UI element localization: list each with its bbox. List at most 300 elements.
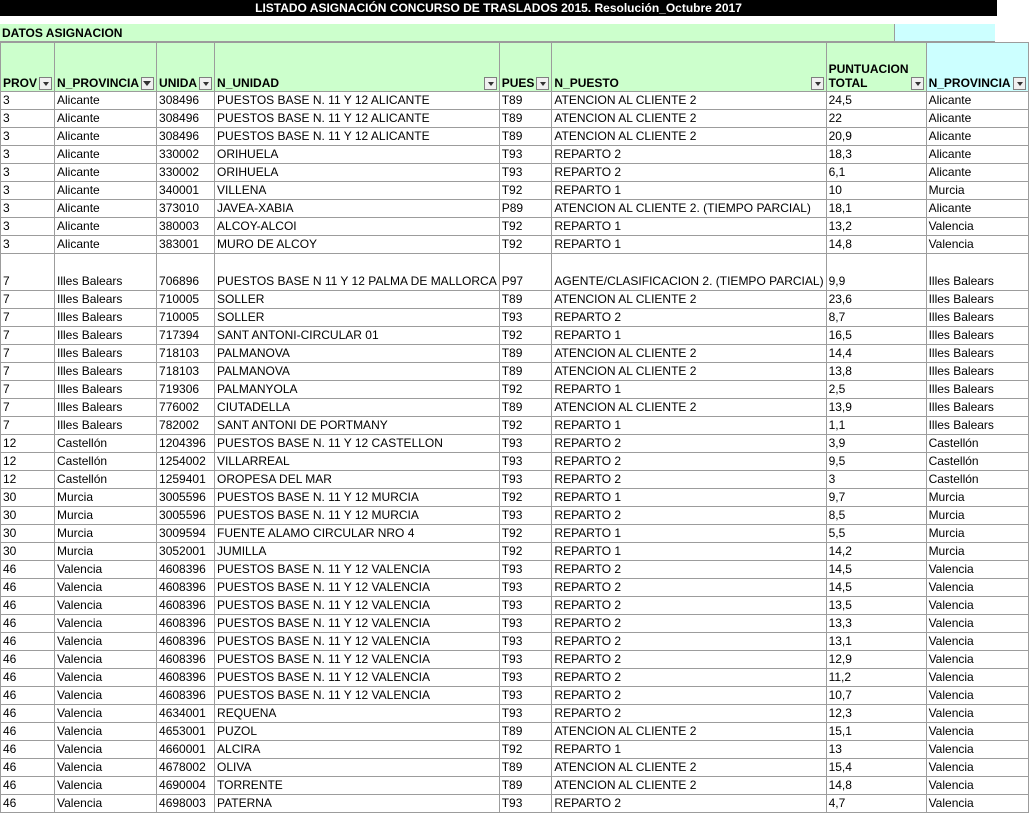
cell-n-unidad[interactable]: TORRENTE (215, 777, 500, 795)
cell-n-provincia-dest[interactable]: Illes Balears (926, 363, 1028, 381)
cell-n-unidad[interactable]: FUENTE ALAMO CIRCULAR NRO 4 (215, 525, 500, 543)
cell-n-provincia-dest[interactable]: Alicante (926, 164, 1028, 182)
cell-puntuacion[interactable]: 18,1 (826, 200, 926, 218)
cell-unidad[interactable]: 4608396 (157, 579, 215, 597)
cell-prov[interactable]: 46 (1, 795, 55, 813)
cell-n-puesto[interactable]: REPARTO 2 (552, 146, 826, 164)
cell-prov[interactable]: 46 (1, 597, 55, 615)
cell-unidad[interactable]: 782002 (157, 417, 215, 435)
cell-prov[interactable]: 46 (1, 669, 55, 687)
cell-unidad[interactable]: 4698003 (157, 795, 215, 813)
cell-puntuacion[interactable]: 13,5 (826, 597, 926, 615)
cell-prov[interactable]: 46 (1, 777, 55, 795)
cell-prov[interactable]: 3 (1, 110, 55, 128)
filter-active-icon[interactable] (141, 77, 154, 90)
cell-unidad[interactable]: 340001 (157, 182, 215, 200)
cell-unidad[interactable]: 4678002 (157, 759, 215, 777)
cell-puesto[interactable]: T89 (499, 345, 552, 363)
cell-puntuacion[interactable]: 14,5 (826, 579, 926, 597)
cell-puesto[interactable]: T93 (499, 507, 552, 525)
cell-n-puesto[interactable]: REPARTO 2 (552, 597, 826, 615)
cell-unidad[interactable]: 718103 (157, 345, 215, 363)
cell-puesto[interactable]: T92 (499, 182, 552, 200)
cell-n-unidad[interactable]: ALCIRA (215, 741, 500, 759)
cell-prov[interactable]: 3 (1, 182, 55, 200)
cell-unidad[interactable]: 717394 (157, 327, 215, 345)
cell-n-provincia-dest[interactable]: Valencia (926, 218, 1028, 236)
cell-n-unidad[interactable]: JAVEA-XABIA (215, 200, 500, 218)
cell-n-provincia[interactable]: Murcia (55, 543, 157, 561)
cell-prov[interactable]: 3 (1, 92, 55, 110)
cell-n-puesto[interactable]: REPARTO 2 (552, 687, 826, 705)
cell-prov[interactable]: 7 (1, 327, 55, 345)
cell-n-provincia-dest[interactable]: Valencia (926, 723, 1028, 741)
cell-puntuacion[interactable]: 9,9 (826, 254, 926, 291)
cell-n-provincia[interactable]: Illes Balears (55, 417, 157, 435)
cell-n-puesto[interactable]: ATENCION AL CLIENTE 2 (552, 92, 826, 110)
cell-n-provincia-dest[interactable]: Castellón (926, 453, 1028, 471)
cell-prov[interactable]: 46 (1, 723, 55, 741)
cell-puesto[interactable]: T92 (499, 417, 552, 435)
cell-n-unidad[interactable]: PUESTOS BASE N. 11 Y 12 VALENCIA (215, 633, 500, 651)
cell-n-provincia[interactable]: Illes Balears (55, 254, 157, 291)
cell-n-puesto[interactable]: REPARTO 2 (552, 561, 826, 579)
cell-puntuacion[interactable]: 1,1 (826, 417, 926, 435)
cell-puntuacion[interactable]: 13,9 (826, 399, 926, 417)
filter-dropdown-icon[interactable] (536, 77, 549, 90)
cell-puesto[interactable]: T92 (499, 236, 552, 254)
cell-unidad[interactable]: 706896 (157, 254, 215, 291)
cell-n-provincia-dest[interactable]: Murcia (926, 525, 1028, 543)
cell-puesto[interactable]: T89 (499, 399, 552, 417)
cell-n-puesto[interactable]: ATENCION AL CLIENTE 2 (552, 723, 826, 741)
cell-n-provincia[interactable]: Murcia (55, 507, 157, 525)
cell-n-puesto[interactable]: REPARTO 2 (552, 633, 826, 651)
cell-unidad[interactable]: 3052001 (157, 543, 215, 561)
cell-n-provincia-dest[interactable]: Illes Balears (926, 327, 1028, 345)
cell-n-provincia-dest[interactable]: Illes Balears (926, 345, 1028, 363)
cell-n-provincia[interactable]: Castellón (55, 435, 157, 453)
cell-n-unidad[interactable]: PUESTOS BASE N. 11 Y 12 ALICANTE (215, 128, 500, 146)
filter-dropdown-icon[interactable] (1013, 77, 1026, 90)
cell-unidad[interactable]: 4608396 (157, 687, 215, 705)
cell-puntuacion[interactable]: 9,7 (826, 489, 926, 507)
cell-prov[interactable]: 46 (1, 759, 55, 777)
cell-n-provincia[interactable]: Castellón (55, 453, 157, 471)
cell-n-puesto[interactable]: ATENCION AL CLIENTE 2 (552, 128, 826, 146)
cell-n-unidad[interactable]: SANT ANTONI-CIRCULAR 01 (215, 327, 500, 345)
cell-puntuacion[interactable]: 5,5 (826, 525, 926, 543)
cell-n-provincia-dest[interactable]: Valencia (926, 741, 1028, 759)
cell-prov[interactable]: 46 (1, 741, 55, 759)
cell-puntuacion[interactable]: 14,4 (826, 345, 926, 363)
cell-puesto[interactable]: T93 (499, 615, 552, 633)
cell-puesto[interactable]: T89 (499, 110, 552, 128)
cell-puesto[interactable]: T93 (499, 561, 552, 579)
cell-unidad[interactable]: 4690004 (157, 777, 215, 795)
cell-prov[interactable]: 46 (1, 615, 55, 633)
cell-unidad[interactable]: 3005596 (157, 507, 215, 525)
cell-n-unidad[interactable]: OLIVA (215, 759, 500, 777)
cell-n-puesto[interactable]: ATENCION AL CLIENTE 2 (552, 399, 826, 417)
cell-n-provincia-dest[interactable]: Valencia (926, 777, 1028, 795)
cell-puntuacion[interactable]: 6,1 (826, 164, 926, 182)
cell-puntuacion[interactable]: 3 (826, 471, 926, 489)
cell-puntuacion[interactable]: 3,9 (826, 435, 926, 453)
cell-n-puesto[interactable]: REPARTO 1 (552, 543, 826, 561)
cell-unidad[interactable]: 710005 (157, 309, 215, 327)
cell-puntuacion[interactable]: 15,4 (826, 759, 926, 777)
cell-n-unidad[interactable]: PUESTOS BASE N. 11 Y 12 VALENCIA (215, 669, 500, 687)
cell-puntuacion[interactable]: 8,7 (826, 309, 926, 327)
cell-unidad[interactable]: 1204396 (157, 435, 215, 453)
cell-puesto[interactable]: T93 (499, 597, 552, 615)
cell-unidad[interactable]: 4608396 (157, 615, 215, 633)
cell-n-provincia-dest[interactable]: Valencia (926, 561, 1028, 579)
cell-n-puesto[interactable]: REPARTO 2 (552, 705, 826, 723)
cell-n-provincia[interactable]: Valencia (55, 651, 157, 669)
cell-puntuacion[interactable]: 13,1 (826, 633, 926, 651)
cell-n-provincia[interactable]: Illes Balears (55, 381, 157, 399)
cell-unidad[interactable]: 4608396 (157, 651, 215, 669)
cell-n-unidad[interactable]: PUESTOS BASE N. 11 Y 12 MURCIA (215, 489, 500, 507)
cell-n-unidad[interactable]: PUESTOS BASE N. 11 Y 12 VALENCIA (215, 651, 500, 669)
cell-prov[interactable]: 3 (1, 146, 55, 164)
cell-n-provincia-dest[interactable]: Illes Balears (926, 254, 1028, 291)
cell-prov[interactable]: 30 (1, 525, 55, 543)
cell-n-provincia-dest[interactable]: Illes Balears (926, 381, 1028, 399)
cell-prov[interactable]: 3 (1, 128, 55, 146)
cell-puntuacion[interactable]: 14,8 (826, 777, 926, 795)
cell-n-puesto[interactable]: REPARTO 2 (552, 579, 826, 597)
cell-n-puesto[interactable]: REPARTO 1 (552, 218, 826, 236)
cell-n-provincia-dest[interactable]: Alicante (926, 146, 1028, 164)
cell-n-puesto[interactable]: REPARTO 1 (552, 525, 826, 543)
cell-n-provincia[interactable]: Murcia (55, 489, 157, 507)
cell-n-provincia-dest[interactable]: Alicante (926, 200, 1028, 218)
cell-prov[interactable]: 7 (1, 309, 55, 327)
cell-prov[interactable]: 7 (1, 363, 55, 381)
cell-puntuacion[interactable]: 15,1 (826, 723, 926, 741)
cell-prov[interactable]: 7 (1, 399, 55, 417)
cell-unidad[interactable]: 380003 (157, 218, 215, 236)
cell-unidad[interactable]: 383001 (157, 236, 215, 254)
cell-prov[interactable]: 7 (1, 254, 55, 291)
cell-n-unidad[interactable]: CIUTADELLA (215, 399, 500, 417)
cell-unidad[interactable]: 308496 (157, 128, 215, 146)
cell-n-unidad[interactable]: VILLARREAL (215, 453, 500, 471)
cell-puntuacion[interactable]: 13,3 (826, 615, 926, 633)
cell-puntuacion[interactable]: 14,2 (826, 543, 926, 561)
cell-n-puesto[interactable]: REPARTO 2 (552, 309, 826, 327)
cell-puesto[interactable]: T89 (499, 128, 552, 146)
cell-n-puesto[interactable]: REPARTO 2 (552, 669, 826, 687)
cell-n-provincia[interactable]: Illes Balears (55, 345, 157, 363)
cell-n-provincia-dest[interactable]: Castellón (926, 471, 1028, 489)
cell-n-puesto[interactable]: REPARTO 2 (552, 435, 826, 453)
cell-n-provincia[interactable]: Illes Balears (55, 399, 157, 417)
filter-dropdown-icon[interactable] (811, 77, 824, 90)
cell-n-provincia[interactable]: Valencia (55, 795, 157, 813)
cell-unidad[interactable]: 4608396 (157, 561, 215, 579)
cell-unidad[interactable]: 719306 (157, 381, 215, 399)
cell-n-provincia-dest[interactable]: Illes Balears (926, 417, 1028, 435)
cell-unidad[interactable]: 308496 (157, 92, 215, 110)
cell-prov[interactable]: 3 (1, 164, 55, 182)
cell-n-provincia-dest[interactable]: Murcia (926, 182, 1028, 200)
cell-puesto[interactable]: T89 (499, 291, 552, 309)
cell-puesto[interactable]: T93 (499, 164, 552, 182)
cell-n-unidad[interactable]: PUESTOS BASE N. 11 Y 12 VALENCIA (215, 561, 500, 579)
cell-n-unidad[interactable]: PALMANYOLA (215, 381, 500, 399)
cell-unidad[interactable]: 330002 (157, 146, 215, 164)
cell-n-unidad[interactable]: PALMANOVA (215, 345, 500, 363)
cell-puntuacion[interactable]: 24,5 (826, 92, 926, 110)
cell-n-provincia[interactable]: Alicante (55, 128, 157, 146)
cell-puntuacion[interactable]: 22 (826, 110, 926, 128)
cell-prov[interactable]: 46 (1, 633, 55, 651)
cell-n-provincia-dest[interactable]: Illes Balears (926, 291, 1028, 309)
cell-prov[interactable]: 46 (1, 687, 55, 705)
cell-prov[interactable]: 46 (1, 561, 55, 579)
cell-n-unidad[interactable]: REQUENA (215, 705, 500, 723)
cell-n-puesto[interactable]: REPARTO 1 (552, 417, 826, 435)
cell-n-unidad[interactable]: ORIHUELA (215, 164, 500, 182)
cell-puntuacion[interactable]: 13,2 (826, 218, 926, 236)
cell-n-puesto[interactable]: REPARTO 1 (552, 489, 826, 507)
cell-puntuacion[interactable]: 13,8 (826, 363, 926, 381)
cell-n-puesto[interactable]: REPARTO 1 (552, 236, 826, 254)
cell-puesto[interactable]: T89 (499, 92, 552, 110)
cell-unidad[interactable]: 308496 (157, 110, 215, 128)
cell-n-provincia-dest[interactable]: Valencia (926, 795, 1028, 813)
cell-puesto[interactable]: P89 (499, 200, 552, 218)
cell-n-unidad[interactable]: PUESTOS BASE N. 11 Y 12 MURCIA (215, 507, 500, 525)
cell-n-puesto[interactable]: ATENCION AL CLIENTE 2 (552, 363, 826, 381)
cell-n-provincia-dest[interactable]: Valencia (926, 687, 1028, 705)
cell-n-provincia-dest[interactable]: Valencia (926, 651, 1028, 669)
cell-unidad[interactable]: 1259401 (157, 471, 215, 489)
cell-puntuacion[interactable]: 12,9 (826, 651, 926, 669)
cell-puntuacion[interactable]: 14,8 (826, 236, 926, 254)
cell-n-provincia-dest[interactable]: Alicante (926, 128, 1028, 146)
cell-n-provincia[interactable]: Alicante (55, 182, 157, 200)
cell-n-puesto[interactable]: REPARTO 1 (552, 381, 826, 399)
cell-n-provincia[interactable]: Illes Balears (55, 327, 157, 345)
cell-n-unidad[interactable]: PALMANOVA (215, 363, 500, 381)
cell-puesto[interactable]: T93 (499, 687, 552, 705)
cell-puntuacion[interactable]: 14,5 (826, 561, 926, 579)
cell-n-puesto[interactable]: ATENCION AL CLIENTE 2 (552, 110, 826, 128)
cell-n-unidad[interactable]: ORIHUELA (215, 146, 500, 164)
cell-n-puesto[interactable]: ATENCION AL CLIENTE 2 (552, 777, 826, 795)
cell-prov[interactable]: 12 (1, 471, 55, 489)
cell-puntuacion[interactable]: 9,5 (826, 453, 926, 471)
cell-puntuacion[interactable]: 8,5 (826, 507, 926, 525)
cell-n-provincia[interactable]: Valencia (55, 741, 157, 759)
cell-n-provincia[interactable]: Alicante (55, 110, 157, 128)
cell-puesto[interactable]: T92 (499, 525, 552, 543)
cell-puntuacion[interactable]: 10,7 (826, 687, 926, 705)
cell-unidad[interactable]: 3005596 (157, 489, 215, 507)
cell-puntuacion[interactable]: 20,9 (826, 128, 926, 146)
cell-puesto[interactable]: T93 (499, 579, 552, 597)
cell-n-unidad[interactable]: ALCOY-ALCOI (215, 218, 500, 236)
cell-puesto[interactable]: T89 (499, 777, 552, 795)
cell-n-provincia-dest[interactable]: Alicante (926, 92, 1028, 110)
filter-dropdown-icon[interactable] (911, 77, 924, 90)
cell-puesto[interactable]: T89 (499, 723, 552, 741)
cell-puesto[interactable]: T93 (499, 146, 552, 164)
cell-unidad[interactable]: 373010 (157, 200, 215, 218)
cell-prov[interactable]: 46 (1, 705, 55, 723)
cell-prov[interactable]: 7 (1, 291, 55, 309)
cell-n-unidad[interactable]: OROPESA DEL MAR (215, 471, 500, 489)
cell-prov[interactable]: 7 (1, 381, 55, 399)
cell-n-puesto[interactable]: REPARTO 1 (552, 741, 826, 759)
cell-n-unidad[interactable]: PUESTOS BASE N. 11 Y 12 ALICANTE (215, 110, 500, 128)
cell-puesto[interactable]: T89 (499, 363, 552, 381)
cell-n-unidad[interactable]: MURO DE ALCOY (215, 236, 500, 254)
cell-puesto[interactable]: T93 (499, 795, 552, 813)
cell-n-puesto[interactable]: REPARTO 1 (552, 182, 826, 200)
cell-unidad[interactable]: 4608396 (157, 597, 215, 615)
cell-n-puesto[interactable]: REPARTO 2 (552, 615, 826, 633)
cell-n-provincia[interactable]: Valencia (55, 561, 157, 579)
cell-unidad[interactable]: 4608396 (157, 669, 215, 687)
cell-n-puesto[interactable]: ATENCION AL CLIENTE 2. (TIEMPO PARCIAL) (552, 200, 826, 218)
cell-n-provincia[interactable]: Valencia (55, 723, 157, 741)
cell-n-provincia[interactable]: Illes Balears (55, 309, 157, 327)
cell-n-provincia-dest[interactable]: Valencia (926, 236, 1028, 254)
cell-n-provincia[interactable]: Alicante (55, 218, 157, 236)
cell-puesto[interactable]: T93 (499, 453, 552, 471)
cell-prov[interactable]: 3 (1, 236, 55, 254)
cell-unidad[interactable]: 4660001 (157, 741, 215, 759)
cell-unidad[interactable]: 4608396 (157, 633, 215, 651)
cell-puesto[interactable]: P97 (499, 254, 552, 291)
cell-n-provincia[interactable]: Alicante (55, 164, 157, 182)
filter-dropdown-icon[interactable] (199, 77, 212, 90)
cell-prov[interactable]: 46 (1, 579, 55, 597)
cell-puesto[interactable]: T92 (499, 741, 552, 759)
cell-prov[interactable]: 12 (1, 453, 55, 471)
cell-n-unidad[interactable]: PATERNA (215, 795, 500, 813)
cell-n-puesto[interactable]: REPARTO 2 (552, 651, 826, 669)
cell-n-unidad[interactable]: SOLLER (215, 291, 500, 309)
cell-n-unidad[interactable]: SANT ANTONI DE PORTMANY (215, 417, 500, 435)
cell-n-puesto[interactable]: REPARTO 2 (552, 164, 826, 182)
cell-n-provincia[interactable]: Alicante (55, 200, 157, 218)
cell-n-provincia[interactable]: Valencia (55, 669, 157, 687)
cell-n-puesto[interactable]: REPARTO 2 (552, 795, 826, 813)
cell-unidad[interactable]: 4653001 (157, 723, 215, 741)
cell-puntuacion[interactable]: 23,6 (826, 291, 926, 309)
cell-n-provincia[interactable]: Valencia (55, 579, 157, 597)
cell-n-provincia-dest[interactable]: Valencia (926, 669, 1028, 687)
cell-puesto[interactable]: T92 (499, 543, 552, 561)
cell-n-puesto[interactable]: REPARTO 1 (552, 327, 826, 345)
cell-n-unidad[interactable]: PUESTOS BASE N. 11 Y 12 VALENCIA (215, 597, 500, 615)
cell-n-provincia[interactable]: Alicante (55, 236, 157, 254)
cell-puesto[interactable]: T89 (499, 759, 552, 777)
cell-n-unidad[interactable]: PUZOL (215, 723, 500, 741)
filter-dropdown-icon[interactable] (39, 77, 52, 90)
cell-prov[interactable]: 30 (1, 489, 55, 507)
cell-n-provincia-dest[interactable]: Alicante (926, 110, 1028, 128)
cell-prov[interactable]: 3 (1, 200, 55, 218)
cell-n-unidad[interactable]: PUESTOS BASE N. 11 Y 12 ALICANTE (215, 92, 500, 110)
cell-n-provincia[interactable]: Valencia (55, 597, 157, 615)
cell-prov[interactable]: 46 (1, 651, 55, 669)
cell-n-provincia-dest[interactable]: Valencia (926, 705, 1028, 723)
cell-puesto[interactable]: T93 (499, 435, 552, 453)
cell-puesto[interactable]: T92 (499, 489, 552, 507)
cell-puntuacion[interactable]: 11,2 (826, 669, 926, 687)
cell-puesto[interactable]: T93 (499, 633, 552, 651)
cell-n-puesto[interactable]: REPARTO 2 (552, 453, 826, 471)
cell-n-puesto[interactable]: REPARTO 2 (552, 471, 826, 489)
cell-prov[interactable]: 12 (1, 435, 55, 453)
cell-n-provincia-dest[interactable]: Murcia (926, 507, 1028, 525)
cell-prov[interactable]: 3 (1, 218, 55, 236)
cell-n-provincia[interactable]: Alicante (55, 146, 157, 164)
cell-n-puesto[interactable]: ATENCION AL CLIENTE 2 (552, 291, 826, 309)
cell-puesto[interactable]: T93 (499, 471, 552, 489)
cell-puntuacion[interactable]: 12,3 (826, 705, 926, 723)
cell-n-provincia-dest[interactable]: Valencia (926, 615, 1028, 633)
cell-n-provincia[interactable]: Valencia (55, 615, 157, 633)
cell-n-unidad[interactable]: JUMILLA (215, 543, 500, 561)
cell-n-provincia-dest[interactable]: Murcia (926, 489, 1028, 507)
cell-puntuacion[interactable]: 16,5 (826, 327, 926, 345)
cell-n-provincia[interactable]: Illes Balears (55, 291, 157, 309)
cell-puntuacion[interactable]: 10 (826, 182, 926, 200)
cell-n-unidad[interactable]: VILLENA (215, 182, 500, 200)
cell-n-unidad[interactable]: PUESTOS BASE N 11 Y 12 PALMA DE MALLORCA (215, 254, 500, 291)
cell-unidad[interactable]: 3009594 (157, 525, 215, 543)
cell-puesto[interactable]: T93 (499, 651, 552, 669)
cell-puesto[interactable]: T93 (499, 705, 552, 723)
cell-puesto[interactable]: T93 (499, 309, 552, 327)
cell-unidad[interactable]: 4634001 (157, 705, 215, 723)
cell-n-provincia[interactable]: Murcia (55, 525, 157, 543)
cell-n-provincia-dest[interactable]: Valencia (926, 579, 1028, 597)
cell-n-unidad[interactable]: PUESTOS BASE N. 11 Y 12 VALENCIA (215, 579, 500, 597)
cell-unidad[interactable]: 776002 (157, 399, 215, 417)
cell-n-provincia-dest[interactable]: Illes Balears (926, 399, 1028, 417)
cell-n-provincia[interactable]: Valencia (55, 759, 157, 777)
cell-n-provincia-dest[interactable]: Illes Balears (926, 309, 1028, 327)
cell-prov[interactable]: 30 (1, 507, 55, 525)
cell-unidad[interactable]: 710005 (157, 291, 215, 309)
cell-puesto[interactable]: T92 (499, 218, 552, 236)
cell-n-provincia-dest[interactable]: Valencia (926, 597, 1028, 615)
cell-n-provincia[interactable]: Valencia (55, 777, 157, 795)
cell-n-unidad[interactable]: PUESTOS BASE N. 11 Y 12 VALENCIA (215, 687, 500, 705)
cell-n-provincia[interactable]: Valencia (55, 705, 157, 723)
cell-n-provincia[interactable]: Alicante (55, 92, 157, 110)
filter-dropdown-icon[interactable] (484, 77, 497, 90)
cell-puntuacion[interactable]: 18,3 (826, 146, 926, 164)
cell-puesto[interactable]: T92 (499, 327, 552, 345)
cell-prov[interactable]: 7 (1, 417, 55, 435)
cell-n-provincia[interactable]: Illes Balears (55, 363, 157, 381)
cell-n-provincia[interactable]: Valencia (55, 633, 157, 651)
cell-n-provincia-dest[interactable]: Valencia (926, 633, 1028, 651)
cell-puesto[interactable]: T93 (499, 669, 552, 687)
cell-n-provincia[interactable]: Valencia (55, 687, 157, 705)
